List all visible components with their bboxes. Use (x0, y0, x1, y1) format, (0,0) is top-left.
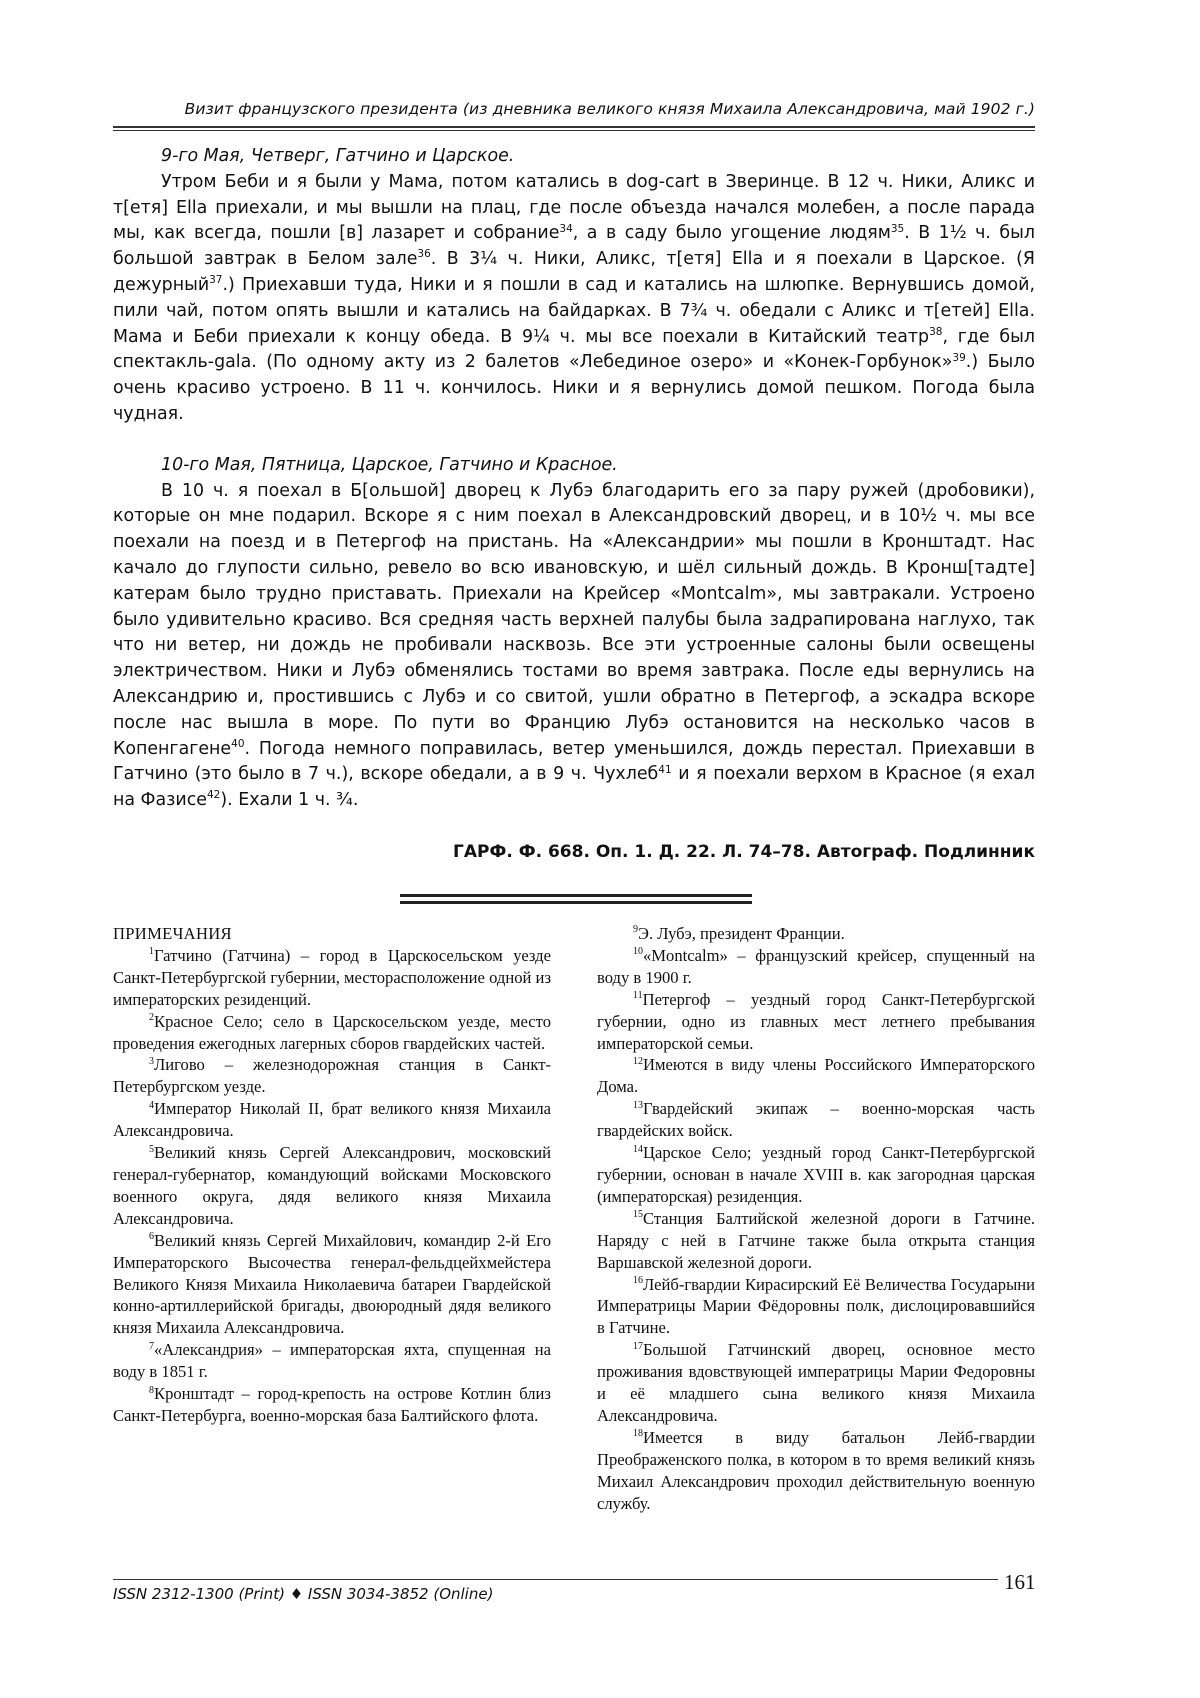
archival-source: ГАРФ. Ф. 668. Оп. 1. Д. 22. Л. 74–78. Автограф. Подлинник (453, 842, 1035, 862)
note-item: $^{16}$Лейб-гвардии Кирасирский Её Величества Государыни Императрицы Марии Фёдоровны полк, дислоцировавшийся в Гатчине. (597, 1274, 1035, 1338)
issn-line: ISSN 2312-1300 (Print) ♦ ISSN 3034-3852 (Online) (113, 1585, 494, 1603)
note-item: $^{13}$Гвардейский экипаж – военно-морская часть гвардейских войск. (597, 1099, 1035, 1141)
notes-title: ПРИМЕЧАНИЯ (113, 924, 232, 943)
footnote-ref: 34 (559, 222, 573, 235)
note-item: $^4$Император Николай II, брат великого князя Михаила Александровича. (113, 1099, 551, 1141)
entry-paragraph: В 10 ч. я поехал в Б[ольшой] дворец к Лубэ благодарить его за пару ружей (дробовики), которые он мне подарил. Вскоре я с ним поехал в Александровский дворец, и в 10½ ч. мы все поехали на поезд и в Петергоф на пристань. На «Александрии» мы пошли в Кронштадт. Нас качало до глупости сильно, ревело во всю ивановскую, и шёл сильный дождь. В Кронш[тадте] катерам было трудно приставать. Приехали на Крейсер «Montcalm», мы завтракали. Устроено было удивительно красиво. Вся средняя часть верхней палубы была задрапирована наглухо, так что ни ветер, ни дождь не пробивали насквозь. Все эти устроенные салоны были освещены электричеством. Ники и Лубэ обменялись тостами во время завтрака. После еды вернулись на Александрию и, простившись с Лубэ и со свитой, ушли обратно в Петергоф, а эскадра вскоре после нас вышла в море. По пути во Францию Лубэ остановится на несколько часов в Копенгагене$^{40}$. Погода немного поправилась, ветер уменьшился, дождь перестал. Приехавши в Гатчино (это было в 7 ч.), вскоре обедали, а в 9 ч. Чухлеб$^{41}$ и я поехали верхом в Красное (я ехал на Фазисе$^{42}$). Ехали 1 ч. ¾. (113, 480, 1035, 811)
entry-paragraph: Утром Беби и я были у Мама, потом катались в dog-cart в Зверинце. В 12 ч. Ники, Аликс и т[етя] Ella приехали, и мы вышли на плац, где после объезда начался молебен, а после парада мы, как всегда, пошли [в] лазарет и собрание$^{34}$, а в саду было угощение людям$^{35}$. В 1½ ч. был большой завтрак в Белом зале$^{36}$. В 3¼ ч. Ники, Аликс, т[етя] Ella и я поехали в Царское. (Я дежурный$^{37}$.) Приехавши туда, Ники и я пошли в сад и катались на шлюпке. Вернувшись домой, пили чай, потом опять вышли и катались на байдарках. В 7¾ ч. обедали с Аликс и т[етей] Ella. Мама и Беби приехали к концу обеда. В 9¼ ч. мы все поехали в Китайский театр$^{38}$, где был спектакль-gala. (По одному акту из 2 балетов «Лебединое озеро» и «Конек-Горбунок»$^{39}$.) Было очень красиво устроено. В 11 ч. кончилось. Ники и я вернулись домой пешком. Погода была чудная. (113, 171, 1036, 424)
note-item: $^{12}$Имеются в виду члены Российского Императорского Дома. (597, 1055, 1035, 1097)
footer-rule (113, 1579, 998, 1580)
page-number: 161 (1004, 1570, 1036, 1594)
footnote-ref: 35 (890, 222, 905, 235)
diary-text (113, 144, 1035, 814)
footnote-ref: 39 (952, 351, 966, 364)
note-item: $^{14}$Царское Село; уездный город Санкт-Петербургской губернии, основан в начале XVIII в. как загородная царская (императорская) резиденция. (597, 1143, 1035, 1206)
note-item: $^{17}$Большой Гатчинский дворец, основное место проживания вдовствующей императрицы Марии Федоровны и её младшего сына великого князя Михаила Александровича. (597, 1340, 1035, 1425)
note-item: $^7$«Александрия» – императорская яхта, спущенная на воду в 1851 г. (113, 1340, 551, 1382)
running-header: Визит французского президента (из дневника великого князя Михаила Александровича, май 1902 г.) (184, 100, 1035, 118)
entry-date: 9-го Мая, Четверг, Гатчино и Царское. (161, 146, 515, 166)
footnote-ref: 41 (658, 763, 672, 776)
footnote-ref: 40 (231, 737, 245, 750)
entry-date: 10-го Мая, Пятница, Царское, Гатчино и Красное. (161, 454, 618, 475)
note-item: $^1$Гатчино (Гатчина) – город в Царскосельском уезде Санкт-Петербургской губернии, месторасположение одной из императорских резиденций. (113, 945, 551, 1009)
note-item: $^{10}$«Montcalm» – французский крейсер, спущенный на воду в 1900 г. (597, 945, 1035, 987)
section-divider (400, 894, 752, 904)
header-rule (113, 126, 1035, 131)
footnote-ref: 38 (929, 325, 943, 338)
note-item: $^{18}$Имеется в виду батальон Лейб-гвардии Преображенского полка, в котором в то время великий князь Михаил Александрович проходил действительную военную службу. (597, 1427, 1035, 1513)
note-item: $^8$Кронштадт – город-крепость на острове Котлин близ Санкт-Петербурга, военно-морская база Балтийского флота. (113, 1384, 551, 1425)
note-item: $^9$Э. Лубэ, президент Франции. (633, 924, 845, 943)
note-item: $^2$Красное Село; село в Царскосельском уезде, место проведения ежегодных лагерных сборов гвардейских частей. (113, 1011, 551, 1053)
note-item: $^6$Великий князь Сергей Михайлович, командир 2-й Его Императорского Высочества генерал-фельдцейхмейстера Великого Князя Михаила Николаевича батареи Гвардейской конно-артиллерийской бригады, двоюродный дядя великого князя Михаила Александровича. (113, 1230, 551, 1338)
notes-column-right (597, 923, 1035, 1514)
note-item: $^3$Лигово – железнодорожная станция в Санкт-Петербургском уезде. (113, 1055, 551, 1097)
footnote-ref: 42 (207, 789, 221, 802)
note-item: $^5$Великий князь Сергей Александрович, московский генерал-губернатор, командующий войсками Московского военного округа, дядя великого князя Михаила Александровича. (113, 1143, 551, 1228)
note-item: $^{15}$Станция Балтийской железной дороги в Гатчине. Наряду с ней в Гатчине также была открыта станция Варшавской железной дороги. (597, 1208, 1035, 1272)
footnote-ref: 37 (209, 274, 223, 287)
notes-column-left (113, 923, 551, 1427)
note-item: $^{11}$Петергоф – уездный город Санкт-Петербургской губернии, одно из главных мест летнего пребывания императорской семьи. (597, 989, 1035, 1053)
footnote-ref: 36 (417, 248, 431, 261)
